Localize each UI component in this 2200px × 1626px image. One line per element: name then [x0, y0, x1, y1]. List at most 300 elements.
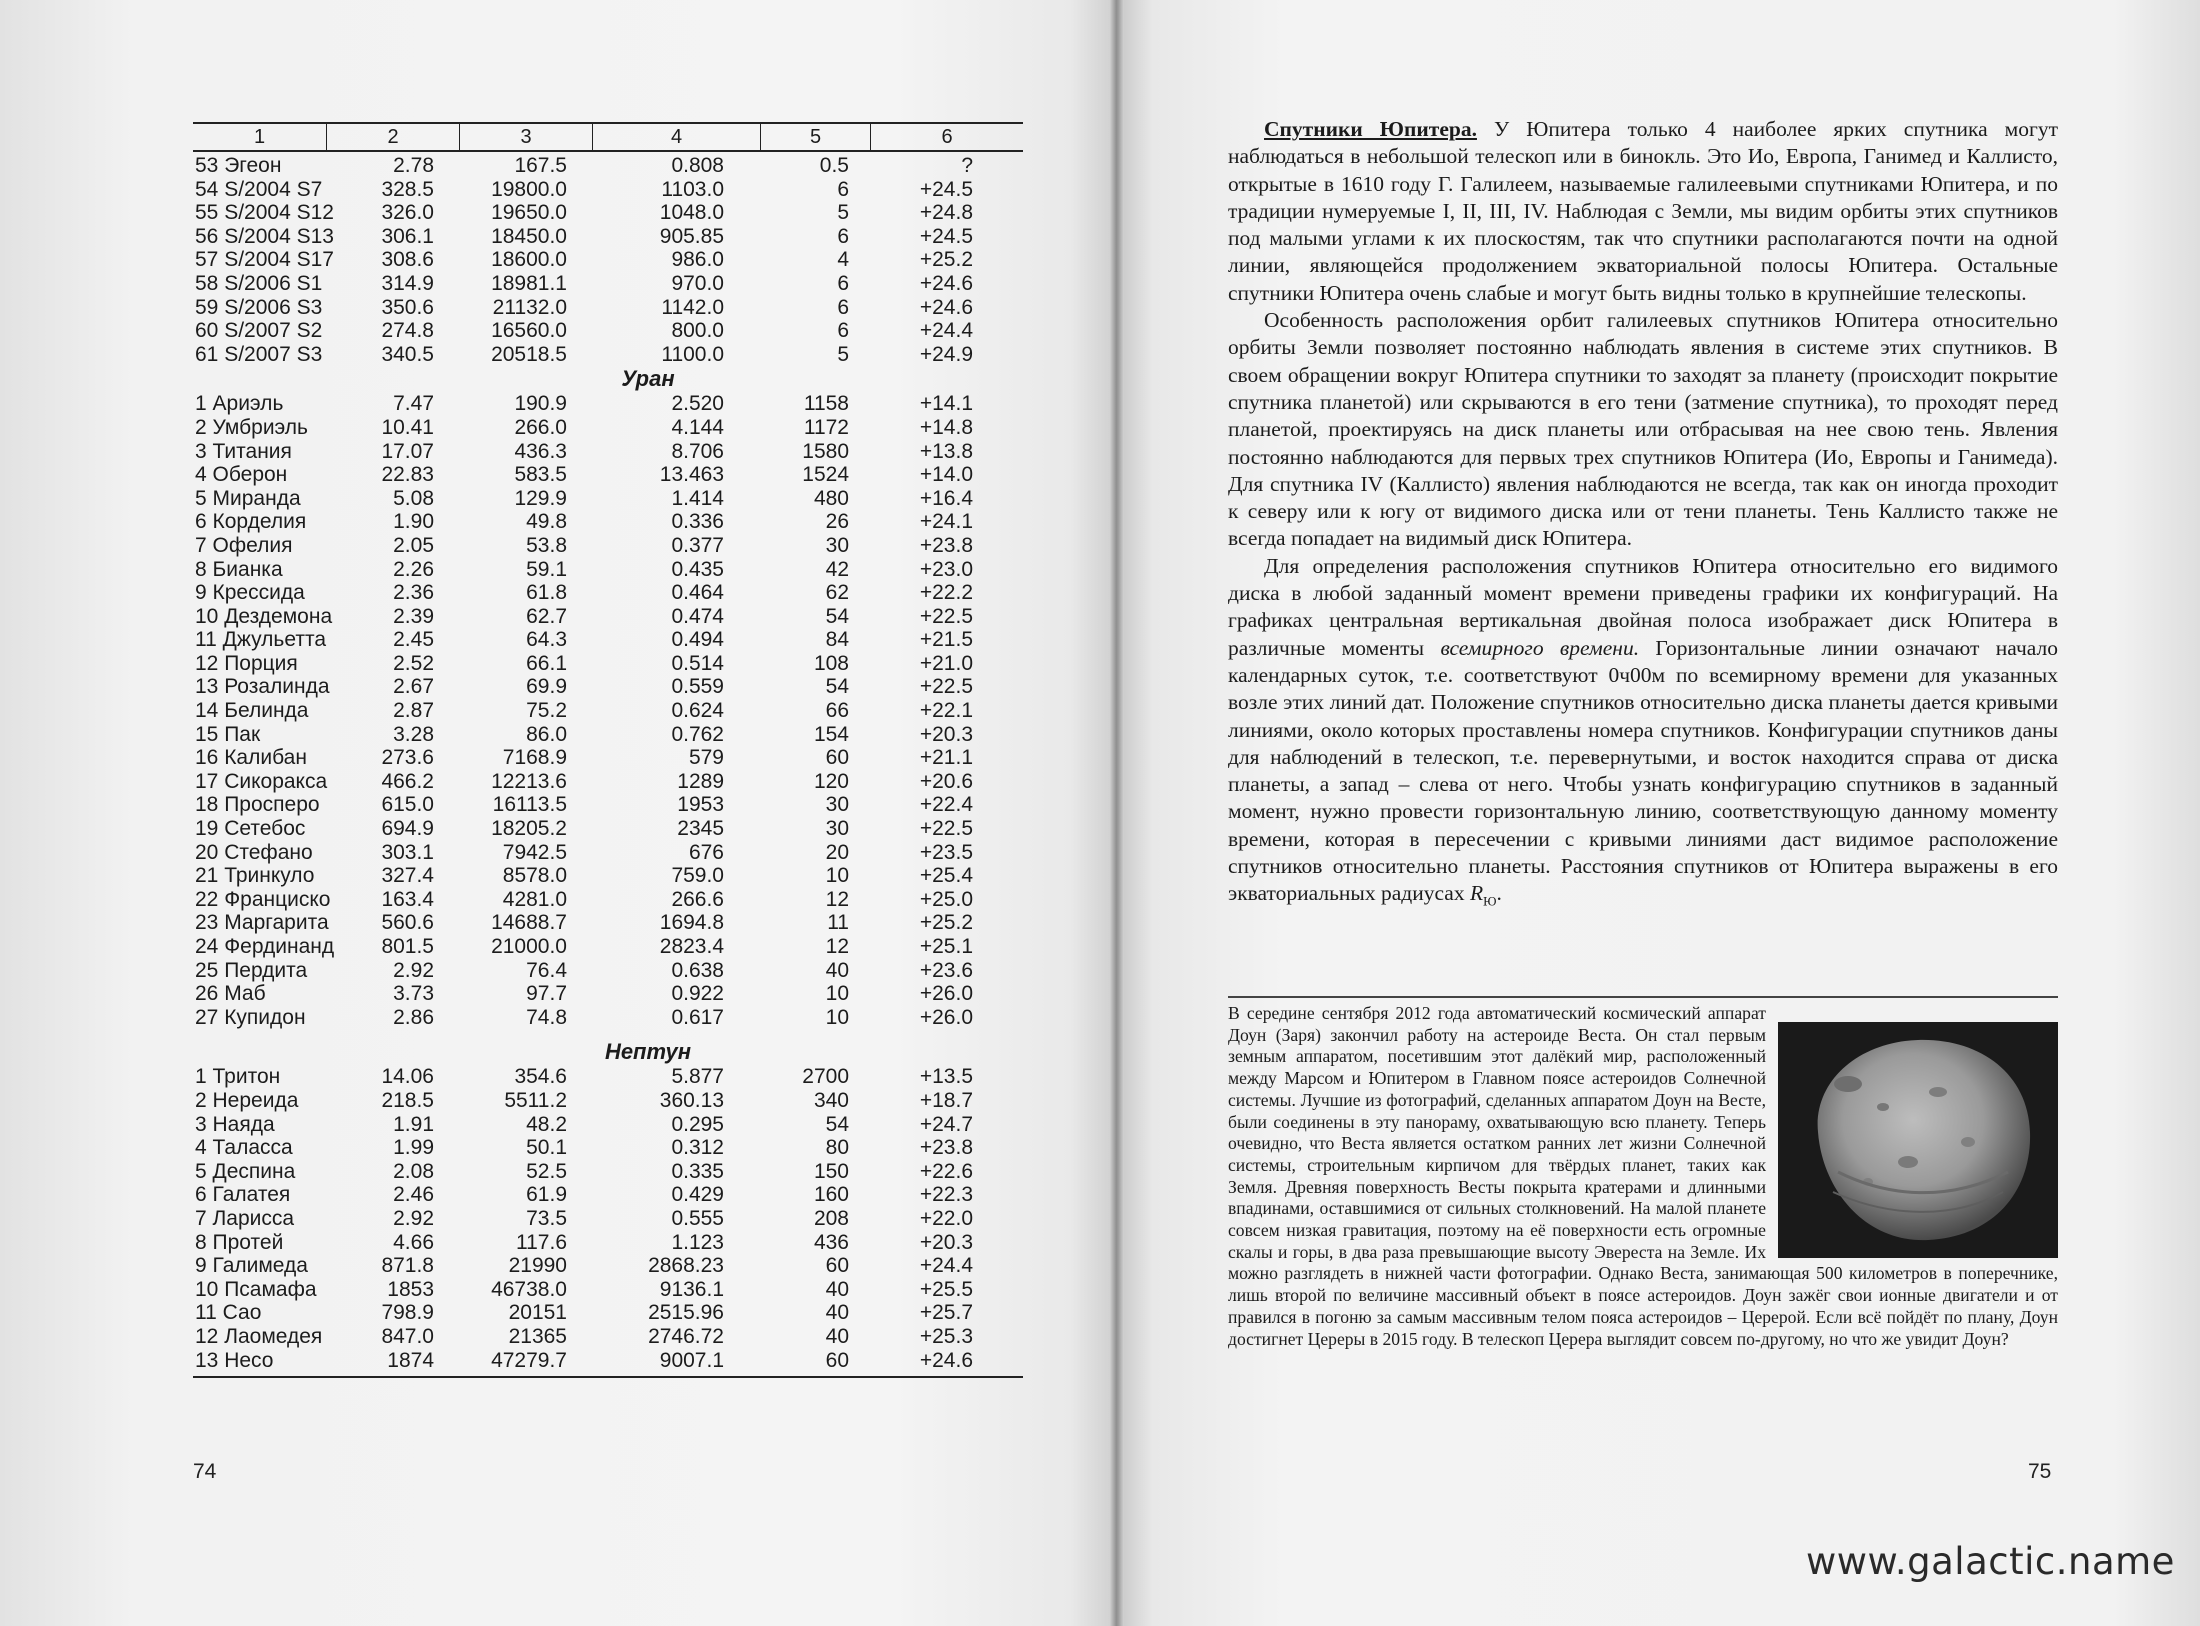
table-body: [193, 152, 1023, 1372]
table-cell: 1158: [803, 392, 849, 416]
table-cell: 694.9: [381, 817, 434, 841]
column-header: 2: [327, 124, 460, 150]
table-cell: +24.8: [919, 201, 973, 225]
table-cell: 0.295: [671, 1112, 724, 1136]
table-cell: 3 Титания: [195, 439, 292, 463]
table-cell: 167.5: [514, 154, 567, 177]
table-cell: 6: [837, 319, 849, 343]
table-cell: 8 Протей: [195, 1230, 284, 1254]
table-cell: 108: [813, 651, 849, 675]
table-cell: 10 Дездемона: [195, 604, 333, 628]
table-cell: 22.83: [381, 463, 434, 487]
table-cell: 2.92: [393, 1206, 434, 1230]
table-row: [193, 248, 1023, 272]
table-cell: 13 Несо: [195, 1348, 274, 1372]
section-title-neptune: Нептун: [604, 1039, 692, 1065]
table-cell: 19650.0: [491, 201, 567, 225]
table-row: [193, 1325, 1023, 1349]
table-cell: 266.0: [514, 415, 567, 439]
table-cell: 2.78: [393, 154, 434, 177]
table-cell: 303.1: [381, 840, 434, 864]
table-cell: 12: [825, 935, 849, 958]
table-cell: +22.3: [919, 1183, 973, 1207]
table-cell: 190.9: [514, 392, 567, 416]
table-cell: 1103.0: [661, 177, 724, 201]
table-cell: 8578.0: [502, 864, 567, 888]
table-row: [193, 1113, 1023, 1137]
table-cell: 2746.72: [648, 1324, 724, 1348]
paragraph-3: Для определения расположения спутников Юпитера относительно его видимого диска в любой заданный момент времени приведены графики их конфигураций. На графиках центральная вертикальная двойная полоса изображает диск Юпитера в различные моменты всемирного времени. Горизонтальные линии означают начало календарных суток, т.е. соответствуют 0ч00м по всемирному времени для указанных возле этих линий дат. Положение спутников относительно диска планеты дается кривыми линиями, около которых проставлены номера спутников. Конфигурации спутников даны для наблюдений в телескоп, т.е. перевернутыми, и восток находится справа от диска планеты, а запад – слева от него. Чтобы узнать конфигурацию спутников в заданный момент, нужно провести горизонтальную линию, соответствующую данному моменту времени, которая в пересечении с кривыми линиями даст видимое расположение спутников относительно планеты. Расстояния спутников от Юпитера выражены в его экваториальных радиусах $R_Ю$.: [1228, 553, 2058, 909]
table-cell: 1289: [677, 769, 724, 793]
table-cell: 54 S/2004 S7: [195, 177, 323, 201]
table-cell: 7.47: [393, 392, 434, 416]
table-cell: 6: [837, 177, 849, 201]
table-cell: +23.6: [919, 958, 973, 982]
uranus-rows: [193, 392, 1023, 1029]
neptune-rows: [193, 1065, 1023, 1372]
table-cell: 52.5: [526, 1159, 567, 1183]
table-cell: 4 Оберон: [195, 463, 288, 487]
saturn-rows: [193, 154, 1023, 366]
table-cell: 19800.0: [491, 177, 567, 201]
table-cell: 1.414: [671, 486, 724, 510]
table-cell: +23.5: [919, 840, 973, 864]
table-cell: 350.6: [381, 295, 434, 319]
table-row: [193, 982, 1023, 1006]
table-header: [193, 122, 1023, 152]
table-cell: 2.92: [393, 958, 434, 982]
table-cell: +24.6: [919, 271, 973, 295]
table-cell: 0.312: [671, 1136, 724, 1160]
table-cell: +24.4: [919, 319, 973, 343]
table-cell: 970.0: [671, 271, 724, 295]
table-cell: 360.13: [659, 1088, 724, 1112]
book-gutter: [1110, 0, 1124, 1626]
table-cell: 2.67: [393, 675, 434, 699]
table-row: [193, 392, 1023, 416]
table-row: [193, 935, 1023, 959]
table-row: [193, 463, 1023, 487]
page-number-right: 75: [2028, 1460, 2052, 1483]
table-cell: 1580: [802, 439, 849, 463]
table-row: [193, 770, 1023, 794]
table-cell: 326.0: [381, 201, 434, 225]
table-cell: +16.4: [919, 486, 973, 510]
vesta-sidebar: [1228, 1003, 2058, 1350]
table-row: [193, 272, 1023, 296]
table-row: [193, 723, 1023, 747]
table-cell: 4.144: [671, 415, 724, 439]
table-cell: +22.5: [919, 604, 973, 628]
table-cell: 7168.9: [502, 746, 567, 770]
paragraph-1: Спутники Юпитера. У Юпитера только 4 наиболее ярких спутника могут наблюдаться в небольшой телескоп или в бинокль. Это Ио, Европа, Ганимед и Каллисто, открытые в 1610 году Г. Галилеем, называемые галилеевыми спутниками Юпитера, и по традиции нумеруемые I, II, III, IV. Наблюдая с Земли, мы видим орбиты этих спутников под малыми углами к их плоскостям, так что спутники располагаются почти на одной линии, являющейся продолжением экваториальной полосы Юпитера. Остальные спутники Юпитера очень слабые и могут быть видны только в крупнейшие телескопы.: [1228, 117, 2058, 305]
table-cell: 14 Белинда: [195, 699, 309, 723]
table-cell: 11 Сао: [195, 1301, 262, 1325]
table-cell: 0.464: [671, 581, 724, 605]
table-cell: 354.6: [514, 1065, 567, 1089]
table-cell: +24.5: [919, 177, 973, 201]
table-cell: 11: [827, 911, 849, 935]
table-cell: 208: [813, 1206, 849, 1230]
table-row: [193, 296, 1023, 320]
paragraph-2: Особенность расположения орбит галилеевых спутников Юпитера относительно орбиты Земли позволяет постоянно наблюдать явления в системе этих спутников. В своем обращении вокруг Юпитера спутники то заходят за планету (происходит покрытие спутника планетой) или скрываются в его тени (затмение спутника), то проходят перед планетой, проектируясь на диск планеты или отбрасывая на нее свою тень. Явления постоянно наблюдаются для первых трех спутников Юпитера (Ио, Европы и Ганимеда). Для спутника IV (Каллисто) явления наблюдаются не всегда, так как он иногда проходит к северу или к югу от видимого диска или от тени планеты. Тень Каллисто также не всегда попадает на видимый диск Юпитера.: [1228, 308, 2058, 551]
table-cell: 0.474: [671, 604, 724, 628]
table-cell: 117.6: [516, 1230, 567, 1254]
table-cell: 1.91: [393, 1112, 434, 1136]
table-cell: 10 Псамафа: [195, 1277, 317, 1301]
table-row: [193, 1089, 1023, 1113]
table-cell: 314.9: [381, 271, 434, 295]
table-cell: 59.1: [526, 557, 567, 581]
section-heading: Спутники Юпитера.: [1264, 117, 1477, 141]
table-row: [193, 675, 1023, 699]
table-cell: 2345: [677, 817, 724, 841]
table-cell: 801.5: [381, 935, 434, 958]
table-row: [193, 581, 1023, 605]
table-cell: 273.6: [381, 746, 434, 770]
table-row: [193, 1254, 1023, 1278]
table-cell: 10.41: [381, 415, 434, 439]
table-cell: 64.3: [526, 628, 567, 652]
table-cell: 2.36: [393, 581, 434, 605]
table-row: [193, 1231, 1023, 1255]
table-cell: 4.66: [393, 1230, 434, 1254]
table-cell: 1172: [803, 415, 849, 439]
table-cell: 0.5: [819, 154, 849, 177]
table-cell: 14.06: [381, 1065, 434, 1089]
table-cell: 66: [825, 699, 849, 723]
table-cell: +21.5: [919, 628, 973, 652]
table-row: [193, 817, 1023, 841]
table-cell: 86.0: [526, 722, 567, 746]
table-row: [193, 154, 1023, 178]
table-cell: 2.39: [393, 604, 434, 628]
table-cell: 60 S/2007 S2: [195, 319, 323, 343]
table-cell: 10: [825, 864, 849, 888]
table-cell: 986.0: [671, 248, 724, 272]
table-cell: 62.7: [526, 604, 567, 628]
table-cell: 6: [837, 224, 849, 248]
table-cell: 20518.5: [491, 342, 567, 366]
column-header: 4: [593, 124, 761, 150]
table-cell: 2.87: [393, 699, 434, 723]
table-cell: 57 S/2004 S17: [195, 248, 334, 272]
table-cell: 466.2: [381, 769, 434, 793]
table-cell: 11 Джульетта: [195, 628, 327, 652]
table-cell: 20: [825, 840, 849, 864]
table-cell: 16113.5: [492, 793, 567, 817]
column-header: 3: [460, 124, 593, 150]
table-cell: 22 Франциско: [195, 887, 331, 911]
table-cell: 0.762: [671, 722, 724, 746]
table-cell: 53 Эгеон: [195, 154, 282, 177]
table-cell: 676: [688, 840, 724, 864]
table-row: [193, 1301, 1023, 1325]
table-cell: 327.4: [381, 864, 434, 888]
table-cell: +13.5: [919, 1065, 973, 1089]
table-cell: 97.7: [526, 982, 567, 1006]
table-row: [193, 1006, 1023, 1030]
table-row: [193, 416, 1023, 440]
table-cell: 10: [825, 982, 849, 1006]
table-cell: 26: [825, 510, 849, 534]
table-cell: 2.52: [393, 651, 434, 675]
table-cell: 0.429: [671, 1183, 724, 1207]
table-cell: 13.463: [659, 463, 724, 487]
table-cell: 2700: [802, 1065, 849, 1089]
table-cell: 6: [837, 295, 849, 319]
table-cell: 154: [813, 722, 849, 746]
table-cell: 2823.4: [659, 935, 724, 958]
table-row: [193, 628, 1023, 652]
table-row: [193, 510, 1023, 534]
table-cell: 798.9: [381, 1301, 434, 1325]
table-cell: 50.1: [526, 1136, 567, 1160]
table-cell: +25.3: [919, 1324, 973, 1348]
table-cell: 27 Купидон: [195, 1005, 306, 1029]
table-row: [193, 864, 1023, 888]
table-row: [193, 201, 1023, 225]
table-cell: 5: [837, 342, 849, 366]
table-cell: 24 Фердинанд: [195, 935, 335, 958]
table-cell: 20151: [508, 1301, 567, 1325]
table-cell: 25 Пердита: [195, 958, 308, 982]
table-cell: +22.2: [919, 581, 973, 605]
table-cell: 2.86: [393, 1005, 434, 1029]
table-cell: 340.5: [381, 342, 434, 366]
table-cell: 60: [825, 1348, 849, 1372]
column-header: 5: [761, 124, 871, 150]
table-cell: +24.9: [919, 342, 973, 366]
table-cell: 54: [825, 604, 849, 628]
table-cell: +18.7: [919, 1088, 973, 1112]
table-cell: 16 Калибан: [195, 746, 307, 770]
table-cell: +25.2: [919, 911, 973, 935]
table-cell: +13.8: [919, 439, 973, 463]
table-cell: 30: [825, 533, 849, 557]
table-cell: 18600.0: [491, 248, 567, 272]
table-cell: 56 S/2004 S13: [195, 224, 334, 248]
table-cell: 21990: [508, 1254, 567, 1278]
table-row: [193, 1349, 1023, 1373]
table-cell: 120: [813, 769, 849, 793]
table-cell: 0.514: [671, 651, 724, 675]
satellites-table: [193, 122, 1023, 1378]
table-cell: 12213.6: [491, 769, 567, 793]
table-cell: 23 Маргарита: [195, 911, 329, 935]
table-cell: +23.0: [919, 557, 973, 581]
table-cell: 6 Галатея: [195, 1183, 291, 1207]
table-cell: 2.05: [393, 533, 434, 557]
table-cell: +26.0: [919, 982, 973, 1006]
table-cell: 0.377: [671, 533, 724, 557]
column-header: 1: [193, 124, 327, 150]
table-cell: 9 Галимеда: [195, 1254, 308, 1278]
table-row: [193, 888, 1023, 912]
table-cell: +25.7: [919, 1301, 973, 1325]
table-cell: 46738.0: [491, 1277, 567, 1301]
table-cell: 4 Таласса: [195, 1136, 293, 1160]
table-cell: 9007.1: [659, 1348, 724, 1372]
table-cell: 66.1: [526, 651, 567, 675]
table-cell: 0.617: [671, 1005, 724, 1029]
table-cell: 3.73: [393, 982, 434, 1006]
table-cell: 8 Бианка: [195, 557, 283, 581]
table-cell: 60: [825, 746, 849, 770]
table-cell: 49.8: [526, 510, 567, 534]
table-cell: 615.0: [381, 793, 434, 817]
table-cell: 5.08: [393, 486, 434, 510]
table-cell: 800.0: [671, 319, 724, 343]
table-row: [193, 746, 1023, 770]
table-cell: 5511.2: [504, 1088, 567, 1112]
table-row: [193, 319, 1023, 343]
table-cell: 1048.0: [659, 201, 724, 225]
table-cell: +25.0: [919, 887, 973, 911]
table-row: [193, 1136, 1023, 1160]
table-cell: +22.5: [919, 675, 973, 699]
section-title-uranus: Уран: [621, 366, 675, 392]
table-cell: +25.5: [919, 1277, 973, 1301]
table-cell: 1 Тритон: [195, 1065, 281, 1089]
table-cell: +21.1: [919, 746, 973, 770]
table-cell: +22.0: [919, 1206, 973, 1230]
table-cell: 7 Офелия: [195, 533, 293, 557]
table-cell: 2515.96: [648, 1301, 724, 1325]
table-cell: 6 Корделия: [195, 510, 307, 534]
table-cell: 60: [825, 1254, 849, 1278]
table-cell: 12 Порция: [195, 651, 298, 675]
table-cell: 759.0: [671, 864, 724, 888]
table-row: [193, 440, 1023, 464]
sidebar-text: В середине сентября 2012 года автоматический космический аппарат Доун (Заря) закончил работу на астероиде Веста. Он стал первым земным аппаратом, посетившим этот далёкий мир, расположенный между Марсом и Юпитером в Главном поясе астероидов Солнечной системы. Лучшие из фотографий, сделанных аппаратом Доун на Весте, были соединены в эту панораму, охватывающую всю планету. Теперь очевидно, что Веста является остатком ранних лет жизни Солнечной системы, строительным кирпичом для твёрдых планет, таких как Земля. Древняя поверхность Весты покрыта кратерами и длинными впадинами, оставшимися от сильных столкновений. На малой планете совсем низкая гравитация, поэтому на её поверхности есть огромные скалы и горы, в два раза превышающие высоту Эвереста на Земле. Их можно разглядеть в нижней части фотографии. Однако Веста, занимающая 500 километров в поперечнике, лишь второй по величине массивный объект в поясе астероидов. Доун зажёг свои ионные двигатели и от правился в погоню за самым массивным телом пояса астероидов – Церерой. Если всё пойдёт по плану, Доун достигнет Цереры в 2015 году. В телескоп Церера выглядит совсем по-другому, но что же увидит Доун?: [1228, 1003, 2058, 1349]
table-row: [193, 534, 1023, 558]
table-cell: 8.706: [671, 439, 724, 463]
table-row: [193, 841, 1023, 865]
table-cell: 9136.1: [659, 1277, 724, 1301]
table-cell: 58 S/2006 S1: [195, 271, 323, 295]
table-row: [193, 793, 1023, 817]
table-cell: 47279.7: [491, 1348, 567, 1372]
table-cell: 480: [813, 486, 849, 510]
table-cell: +24.5: [919, 224, 973, 248]
table-cell: 61 S/2007 S3: [195, 342, 323, 366]
table-cell: +25.1: [919, 935, 973, 958]
table-row: [193, 959, 1023, 983]
watermark: www.galactic.name: [1806, 1540, 2175, 1583]
table-cell: 1142.0: [661, 295, 724, 319]
column-header: 6: [941, 126, 953, 148]
table-cell: 436.3: [514, 439, 567, 463]
table-row: [193, 1207, 1023, 1231]
table-row: [193, 558, 1023, 582]
table-cell: +22.1: [919, 699, 973, 723]
table-cell: 2.26: [393, 557, 434, 581]
table-cell: 73.5: [526, 1206, 567, 1230]
table-cell: 6: [837, 271, 849, 295]
table-cell: 59 S/2006 S3: [195, 295, 323, 319]
table-cell: +21.0: [919, 651, 973, 675]
table-cell: 40: [825, 958, 849, 982]
table-cell: 5 Деспина: [195, 1159, 296, 1183]
table-cell: 5 Миранда: [195, 486, 301, 510]
table-cell: 308.6: [381, 248, 434, 272]
table-cell: 1100.0: [661, 342, 724, 366]
table-cell: 30: [825, 817, 849, 841]
table-cell: 1524: [802, 463, 849, 487]
table-cell: 847.0: [381, 1324, 434, 1348]
table-cell: +22.6: [919, 1159, 973, 1183]
table-cell: 0.336: [671, 510, 724, 534]
table-cell: 583.5: [514, 463, 567, 487]
table-cell: +20.3: [919, 1230, 973, 1254]
table-cell: 42: [825, 557, 849, 581]
table-cell: +23.8: [919, 533, 973, 557]
table-cell: +20.6: [919, 769, 973, 793]
table-bottom-rule: [193, 1376, 1023, 1378]
table-cell: 80: [825, 1136, 849, 1160]
table-cell: 5.877: [671, 1065, 724, 1089]
table-cell: 1874: [387, 1348, 434, 1372]
vesta-photo: [1778, 1022, 2058, 1258]
table-cell: 30: [825, 793, 849, 817]
table-cell: 53.8: [526, 533, 567, 557]
table-cell: 905.85: [659, 224, 724, 248]
table-cell: +24.7: [919, 1112, 973, 1136]
table-cell: 306.1: [381, 224, 434, 248]
table-cell: 69.9: [526, 675, 567, 699]
table-cell: 0.624: [671, 699, 724, 723]
table-cell: 21365: [508, 1324, 567, 1348]
table-cell: 54: [825, 1112, 849, 1136]
table-cell: 7 Ларисса: [195, 1206, 295, 1230]
table-cell: +24.6: [919, 1348, 973, 1372]
table-cell: 0.435: [671, 557, 724, 581]
table-cell: 12 Лаомедея: [195, 1324, 323, 1348]
table-cell: 26 Маб: [195, 982, 266, 1006]
table-cell: 18981.1: [491, 271, 567, 295]
table-cell: 1953: [677, 793, 724, 817]
table-cell: 4281.0: [502, 887, 567, 911]
table-cell: 129.9: [514, 486, 567, 510]
table-cell: +24.4: [919, 1254, 973, 1278]
table-row: [193, 487, 1023, 511]
table-cell: +22.5: [919, 817, 973, 841]
table-row: [193, 652, 1023, 676]
table-cell: +14.8: [919, 415, 973, 439]
table-cell: 40: [825, 1324, 849, 1348]
table-cell: ?: [961, 154, 973, 177]
table-cell: 0.808: [671, 154, 724, 177]
table-cell: 274.8: [381, 319, 434, 343]
table-cell: 1.90: [393, 510, 434, 534]
table-cell: 15 Пак: [195, 722, 261, 746]
table-cell: 2 Умбриэль: [195, 415, 308, 439]
table-row: [193, 343, 1023, 367]
table-cell: 2.08: [393, 1159, 434, 1183]
table-cell: 21132.0: [492, 295, 567, 319]
table-row: [193, 699, 1023, 723]
table-row: [193, 1183, 1023, 1207]
table-cell: 21000.0: [491, 935, 567, 958]
table-cell: 18 Просперо: [195, 793, 320, 817]
table-cell: 2868.23: [648, 1254, 724, 1278]
table-cell: 1 Ариэль: [195, 392, 284, 416]
table-cell: 61.8: [526, 581, 567, 605]
table-cell: +25.4: [919, 864, 973, 888]
table-cell: 19 Сетебос: [195, 817, 306, 841]
table-cell: 21 Тринкуло: [195, 864, 315, 888]
